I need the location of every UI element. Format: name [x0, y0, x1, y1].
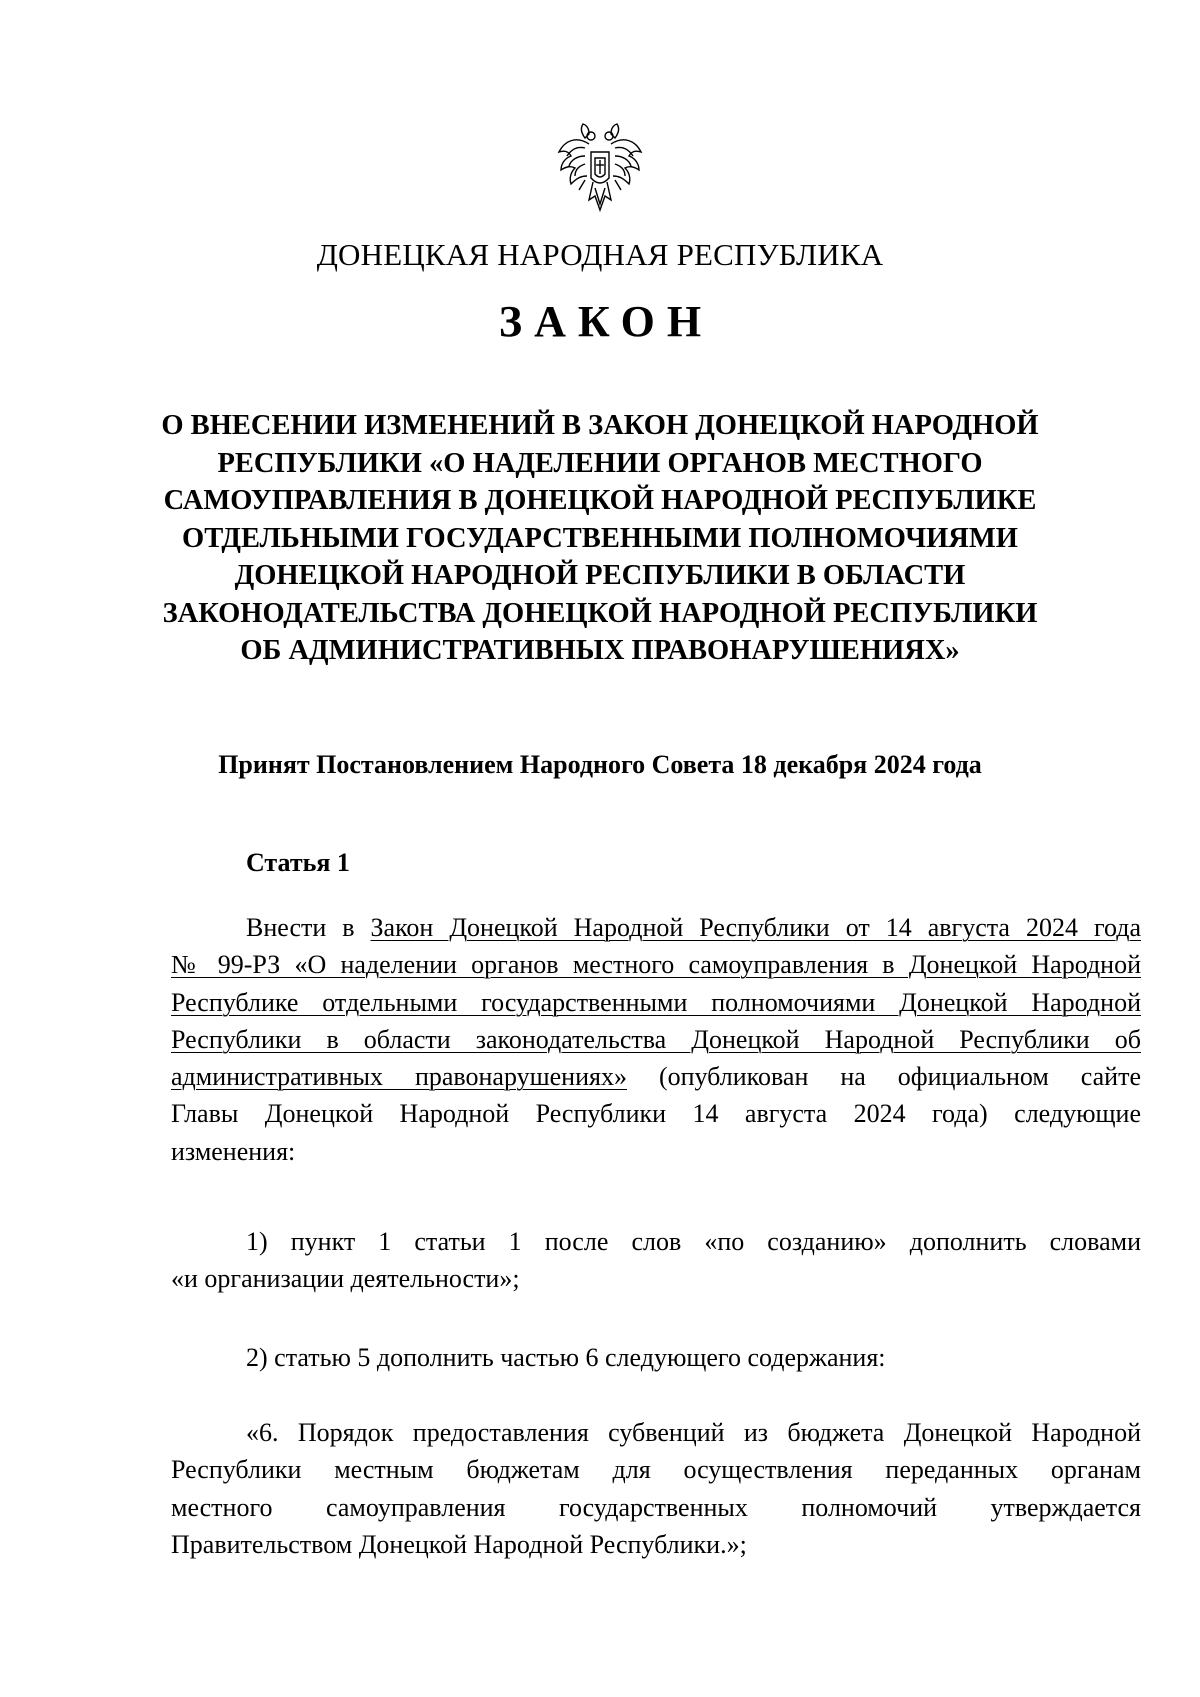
- paragraph-line: [171, 1058, 1141, 1095]
- paragraph-amendment-intro: [171, 909, 1141, 1170]
- law-reference-link[interactable]: № 99-РЗ «О наделении органов местного самоуправления в Донецкой Народной: [171, 950, 1141, 980]
- title-line: ОТДЕЛЬНЫМИ ГОСУДАРСТВЕННЫМИ ПОЛНОМОЧИЯМИ: [182, 522, 1018, 554]
- title-line: ОБ АДМИНИСТРАТИВНЫХ ПРАВОНАРУШЕНИЯХ»: [240, 635, 960, 666]
- title-line: О ВНЕСЕНИИ ИЗМЕНЕНИЙ В ЗАКОН ДОНЕЦКОЙ НАРОДНОЙ: [161, 410, 1039, 441]
- text-span: (опубликован на официальном сайте: [626, 1062, 1141, 1092]
- paragraph-line: Главы Донецкой Народной Республики 14 августа 2024 года) следующие: [171, 1099, 1141, 1129]
- paragraph-line: местного самоуправления государственных полномочий утверждается: [171, 1492, 1141, 1522]
- title-line: ЗАКОНОДАТЕЛЬСТВА ДОНЕЦКОЙ НАРОДНОЙ РЕСПУБЛИКИ: [162, 597, 1038, 629]
- law-title: [0, 407, 1200, 670]
- adoption-note: Принят Постановлением Народного Совета 18 декабря 2024 года: [218, 750, 982, 779]
- article-heading: Статья 1: [246, 848, 350, 877]
- amendment-item-1: [171, 1223, 1141, 1298]
- amendment-item-2: [171, 1339, 1141, 1376]
- title-line: РЕСПУБЛИКИ «О НАДЕЛЕНИИ ОРГАНОВ МЕСТНОГО: [217, 447, 983, 479]
- paragraph-line: «6. Порядок предоставления субвенций из бюджета Донецкой Народной: [246, 1418, 1141, 1447]
- paragraph-line: Республики местным бюджетам для осуществления переданных органам: [171, 1455, 1141, 1485]
- paragraph-line: изменения:: [171, 1136, 296, 1166]
- law-reference-link[interactable]: Республики в области законодательства Донецкой Народной Республики об: [171, 1024, 1141, 1054]
- paragraph-line: Правительством Донецкой Народной Республики.»;: [171, 1529, 747, 1559]
- title-line: ДОНЕЦКОЙ НАРОДНОЙ РЕСПУБЛИКИ В ОБЛАСТИ: [234, 560, 966, 591]
- law-reference-link[interactable]: Республике отдельными государственными полномочиями Донецкой Народной: [171, 987, 1141, 1017]
- coat-of-arms-icon: [555, 118, 645, 218]
- text-span: Внести в: [246, 913, 371, 942]
- title-line: САМОУПРАВЛЕНИЯ В ДОНЕЦКОЙ НАРОДНОЙ РЕСПУБЛИКЕ: [163, 485, 1037, 516]
- paragraph-line: 1) пункт 1 статьи 1 после слов «по созданию» дополнить словами: [246, 1227, 1141, 1256]
- quoted-new-part: [171, 1414, 1141, 1563]
- paragraph-line: [171, 909, 1141, 946]
- law-reference-link[interactable]: административных правонарушениях»: [171, 1062, 627, 1092]
- republic-name: ДОНЕЦКАЯ НАРОДНАЯ РЕСПУБЛИКА: [316, 237, 884, 272]
- paragraph-line: «и организации деятельности»;: [171, 1264, 520, 1294]
- paragraph-line: 2) статью 5 дополнить частью 6 следующего содержания:: [246, 1343, 886, 1372]
- document-type: ЗАКОН: [498, 297, 714, 346]
- law-reference-link[interactable]: Закон Донецкой Народной Республики от 14 августа 2024 года: [370, 913, 1141, 942]
